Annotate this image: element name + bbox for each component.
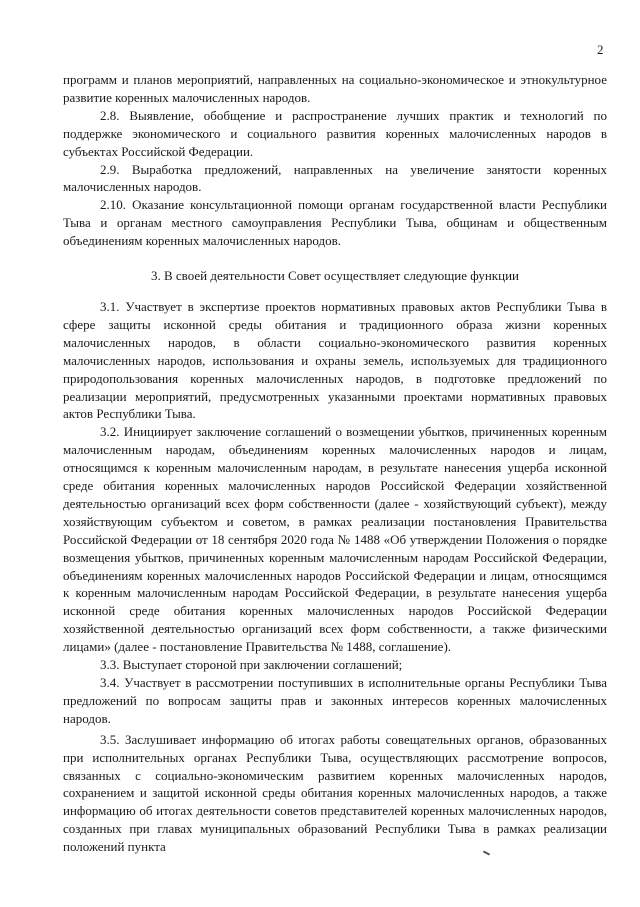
page-number: 2 bbox=[597, 42, 604, 57]
paragraph-2-9: 2.9. Выработка предложений, направленных на увеличение занятости коренных малочисленных народов. bbox=[63, 161, 607, 195]
paragraph-3-3: 3.3. Выступает стороной при заключении соглашений; bbox=[100, 657, 403, 673]
paragraph-3-2: 3.2. Инициирует заключение соглашений о возмещении убытков, причиненных коренным малочисленным народам, объединениям коренных малочисленных народов и лицам, относящимся к коренным малочисленным народам, в результате нанесения ущерба исконной среде обитания коренных малочисленных народов Российской Федерации хозяйственной деятельностью организаций всех форм собственности (далее - хозяйствующий субъект), между хозяйствующим субъектом и советом, в рамках реализации постановления Правительства Российской Федерации от 18 сентября 2020 года № 1488 «Об утверждении Положения о порядке возмещения убытков, причиненных коренным малочисленным народам Российской Федерации, объединениям коренных малочисленных народов Российской Федерации и лицам, относящимся к коренным малочисленным народам Российской Федерации, в результате нанесения ущерба исконной среде обитания коренных малочисленных народов Российской Федерации хозяйственной деятельностью организаций всех форм собственности, а также физическими лицами» (далее - постановление Правительства № 1488, соглашение). bbox=[63, 424, 607, 655]
paragraph-2-8: 2.8. Выявление, обобщение и распространение лучших практик и технологий по поддержке экономического и социального развития коренных малочисленных народов в субъектах Российской Федерации. bbox=[63, 107, 607, 159]
paragraph-3-4: 3.4. Участвует в рассмотрении поступивших в исполнительные органы Республики Тыва предложений по вопросам защиты прав и законных интересов коренных малочисленных народов. bbox=[63, 675, 607, 726]
paragraph-3-1: 3.1. Участвует в экспертизе проектов нормативных правовых актов Республики Тыва в сфере защиты исконной среды обитания и традиционного образа жизни коренных малочисленных народов, в области социально-экономического развития коренных малочисленных народов, использования и охраны земель, используемых для традиционного природопользования коренных малочисленных народов, в подготовке предложений по реализации мероприятий, предусмотренных указанными проектами нормативных правовых актов Республики Тыва. bbox=[63, 298, 607, 422]
paragraph-2-10: 2.10. Оказание консультационной помощи органам государственной власти Республики Тыва и органам местного самоуправления Республики Тыва, общинам и общественным объединениям коренных малочисленных народов. bbox=[63, 197, 607, 249]
document-body bbox=[63, 71, 607, 856]
paragraph-3-5: 3.5. Заслушивает информацию об итогах работы совещательных органов, образованных при исполнительных органах Республики Тыва, осуществляющих рассмотрение вопросов, связанных с социально-экономическим развитием коренных малочисленных народов, сохранением и защитой исконной среды обитания коренных малочисленных народов, а также информацию об итогах деятельности советов представителей коренных малочисленных народов, созданных при главах муниципальных образований Республики Тыва в рамках реализации положений пункта bbox=[63, 731, 607, 855]
section-3-heading: 3. В своей деятельности Совет осуществляет следующие функции bbox=[150, 268, 519, 284]
paragraph-continuation: программ и планов мероприятий, направленных на социально-экономическое и этнокультурное развитие коренных малочисленных народов. bbox=[63, 72, 607, 105]
